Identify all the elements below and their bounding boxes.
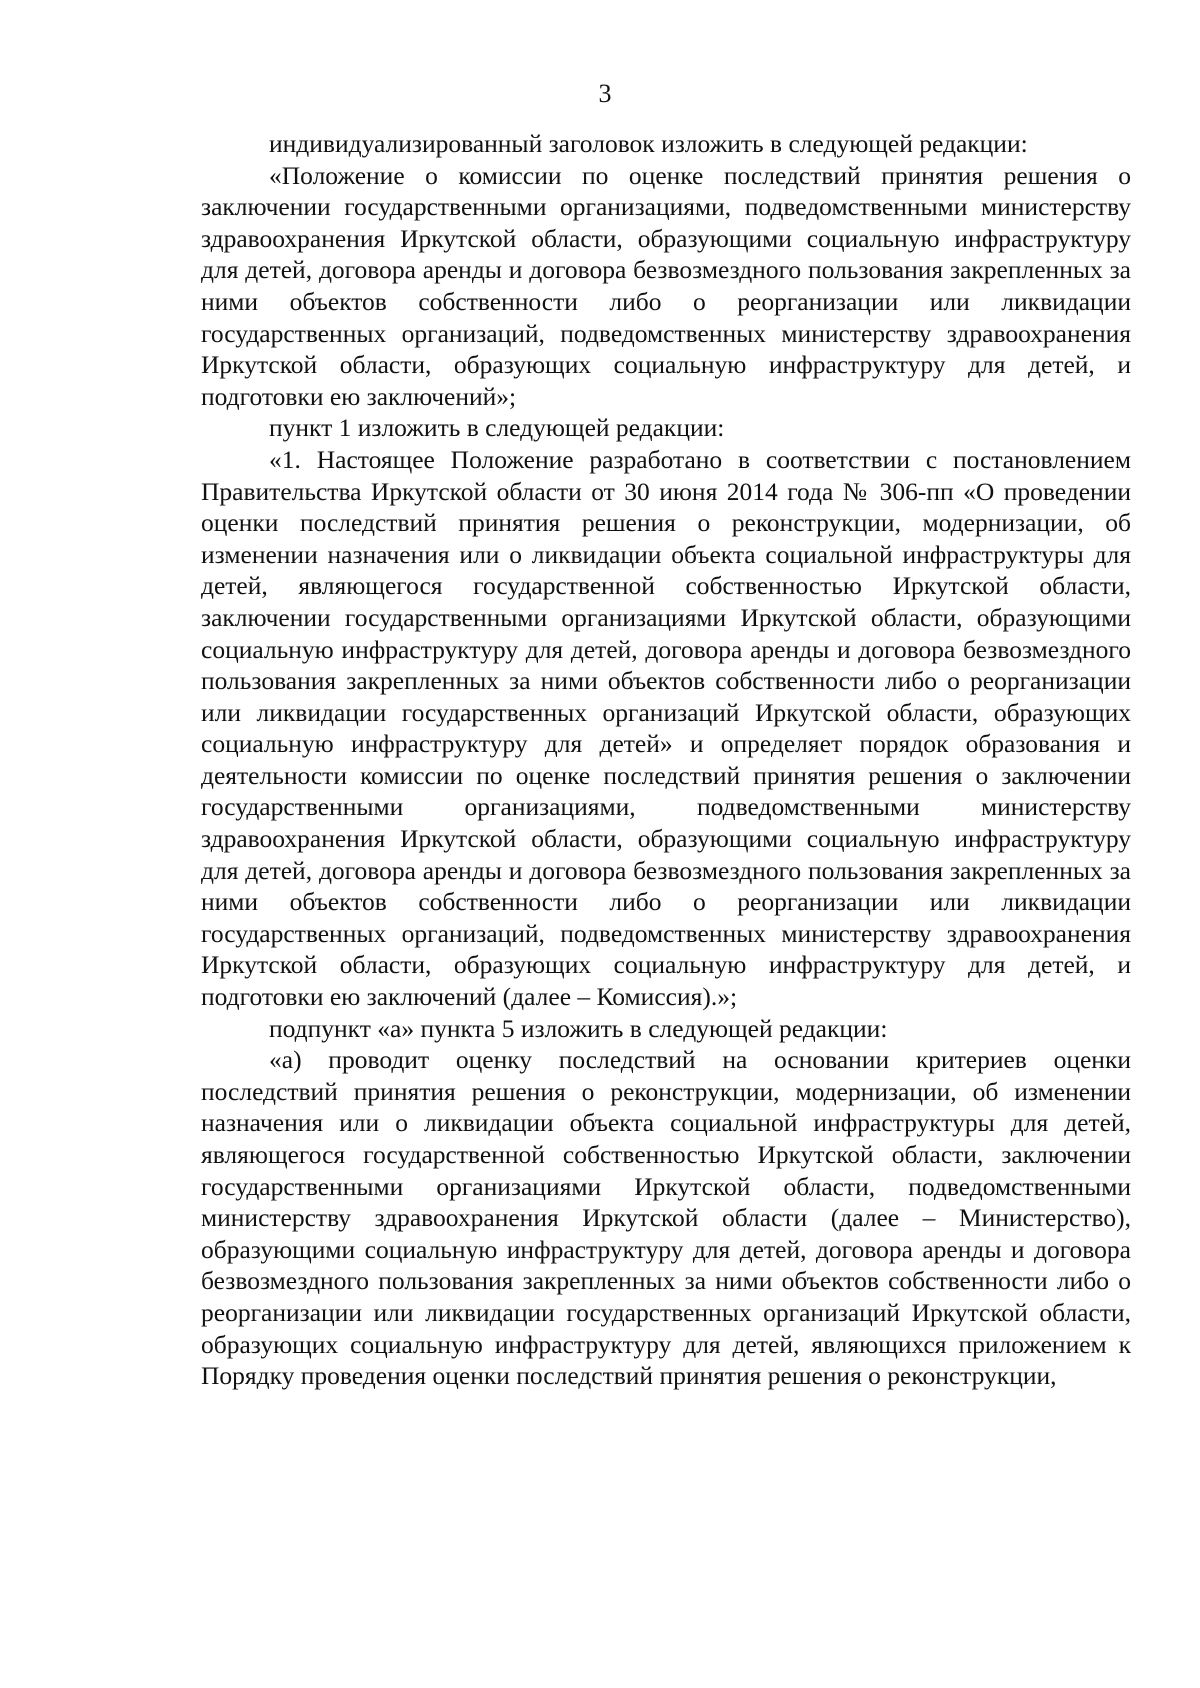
paragraph-new-title: «Положение о комиссии по оценке последствий принятия решения о заключении государственными организациями, подведомственными министерству здравоохранения Иркутской области, образующими социальную инфраструктуру для детей, договора аренды и договора безвозмездного пользования закрепленных за ними объектов собственности либо о реорганизации или ликвидации государственных организаций, подведомственных министерству здравоохранения Иркутской области, образующих социальную инфраструктуру для детей, и подготовки ею заключений»; xyxy=(201,160,1131,411)
paragraph-point-1-text: «1. Настоящее Положение разработано в соответствии с постановлением Правительства Иркутской области от 30 июня 2014 года № 306-пп «О проведении оценки последствий принятия решения о реконструкции, модернизации, об изменении назначения или о ликвидации объекта социальной инфраструктуры для детей, являющегося государственной собственностью Иркутской области, заключении государственными организациями Иркутской области, образующими социальную инфраструктуру для детей, договора аренды и договора безвозмездного пользования закрепленных за ними объектов собственности либо о реорганизации или ликвидации государственных организаций Иркутской области, образующих социальную инфраструктуру для детей» и определяет порядок образования и деятельности комиссии по оценке последствий принятия решения о заключении государственными организациями, подведомственными министерству здравоохранения Иркутской области, образующими социальную инфраструктуру для детей, договора аренды и договора безвозмездного пользования закрепленных за ними объектов собственности либо о реорганизации или ликвидации государственных организаций, подведомственных министерству здравоохранения Иркутской области, образующих социальную инфраструктуру для детей, и подготовки ею заключений (далее – Комиссия).»; xyxy=(201,444,1131,1012)
paragraph-title-amendment: индивидуализированный заголовок изложить в следующей редакции: xyxy=(269,129,1028,158)
paragraph-subpoint-a-text: «а) проводит оценку последствий на основании критериев оценки последствий принятия решения о реконструкции, модернизации, об изменении назначения или о ликвидации объекта социальной инфраструктуры для детей, являющегося государственной собственностью Иркутской области, заключении государственными организациями Иркутской области, подведомственными министерству здравоохранения Иркутской области (далее – Министерство), образующими социальную инфраструктуру для детей, договора аренды и договора безвозмездного пользования закрепленных за ними объектов собственности либо о реорганизации или ликвидации государственных организаций Иркутской области, образующих социальную инфраструктуру для детей, являющихся приложением к Порядку проведения оценки последствий принятия решения о реконструкции, xyxy=(201,1045,1131,1391)
paragraph-point-1-amendment: пункт 1 изложить в следующей редакции: xyxy=(269,413,725,443)
document-body xyxy=(201,128,1131,1392)
paragraph-subpoint-a-amendment: подпункт «а» пункта 5 изложить в следующей редакции: xyxy=(269,1013,888,1043)
page-number: 3 xyxy=(598,79,612,108)
